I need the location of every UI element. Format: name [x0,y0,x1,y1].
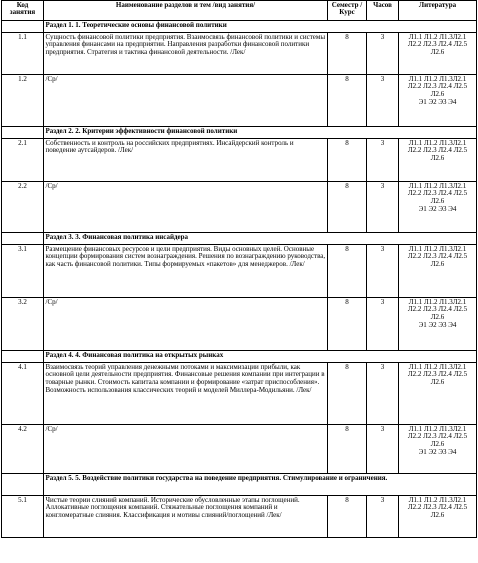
section-row [2,351,477,363]
row-literature: Л1.1 Л1.2 Л1.3Л2.1 Л2.2 Л2.3 Л2.4 Л2.5 Л2.6 [399,33,477,75]
section-title: Раздел 4. 4. Финансовая политика на открытых рынках [44,351,477,363]
section-title: Раздел 3. 3. Финансовая политика инсайдера [44,233,477,245]
row-semester: 8 [328,33,367,75]
curriculum-table [1,0,477,538]
row-semester: 8 [328,75,367,127]
section-row [2,474,477,496]
row-literature: Л1.1 Л1.2 Л1.3Л2.1 Л2.2 Л2.3 Л2.4 Л2.5 Л2.6 Э1 Э2 Э3 Э4 [399,298,477,351]
section-row [2,21,477,33]
table-row [2,245,477,298]
header-row [2,1,477,21]
row-hours: 3 [367,298,399,351]
row-text: /Ср/ [44,425,328,474]
header-hours: Часов [367,1,399,21]
row-code: 5.1 [2,496,44,538]
row-hours: 3 [367,363,399,425]
row-hours: 3 [367,245,399,298]
row-hours: 3 [367,139,399,182]
row-hours: 3 [367,425,399,474]
table-row [2,139,477,182]
row-code: 3.2 [2,298,44,351]
row-text: Чистые теории слияний компаний. Исторические обусловленные этапы поглощений. Аллокативные поглощения компаний. Стяжательные поглощения компаний и конгломератные слияния. Классификация и мотивы слияний/поглощений /Лек/ [44,496,328,538]
row-literature: Л1.1 Л1.2 Л1.3Л2.1 Л2.2 Л2.3 Л2.4 Л2.5 Л2.6 Э1 Э2 Э3 Э4 [399,182,477,233]
section-title: Раздел 2. 2. Критерии эффективности финансовой политики [44,127,477,139]
table-row [2,182,477,233]
row-code: 4.2 [2,425,44,474]
row-code: 1.2 [2,75,44,127]
table-row [2,496,477,538]
row-literature: Л1.1 Л1.2 Л1.3Л2.1 Л2.2 Л2.3 Л2.4 Л2.5 Л2.6 Э1 Э2 Э3 Э4 [399,425,477,474]
row-text: Собственность и контроль на российских предприятиях. Инсайдерский контроль и поведение аутсайдеров. /Лек/ [44,139,328,182]
table-row [2,33,477,75]
row-semester: 8 [328,139,367,182]
section-row [2,233,477,245]
row-hours: 3 [367,182,399,233]
row-hours: 3 [367,496,399,538]
table-row [2,425,477,474]
row-hours: 3 [367,75,399,127]
table-row [2,75,477,127]
header-semester: Семестр / Курс [328,1,367,21]
row-hours: 3 [367,33,399,75]
header-name: Наименование разделов и тем /вид занятия/ [44,1,328,21]
section-title: Раздел 5. 5. Воздействие политики государства на поведение предприятия. Стимулирование и ограничения. [44,474,477,496]
table-row [2,363,477,425]
row-text: /Ср/ [44,298,328,351]
row-code: 3.1 [2,245,44,298]
row-literature: Л1.1 Л1.2 Л1.3Л2.1 Л2.2 Л2.3 Л2.4 Л2.5 Л2.6 Э1 Э2 Э3 Э4 [399,75,477,127]
section-title: Раздел 1. 1. Теоретические основы финансовой политики [44,21,477,33]
row-text: Размещение финансовых ресурсов и цели предприятия. Виды основных целей. Основные концепции формирования систем вознаграждения. Решения по вознаграждению руководства, как часть финансовой политики. Типы формируемых «пакетов» для менеджеров. /Лек/ [44,245,328,298]
row-semester: 8 [328,425,367,474]
row-literature: Л1.1 Л1.2 Л1.3Л2.1 Л2.2 Л2.3 Л2.4 Л2.5 Л2.6 [399,363,477,425]
row-semester: 8 [328,245,367,298]
row-text: /Ср/ [44,75,328,127]
row-text: Сущность финансовой политики предприятия. Взаимосвязь финансовой политики и системы управления финансами на предприятии. Направления разработки финансовой политики предприятия. Стратегия и тактика финансовой деятельности. /Лек/ [44,33,328,75]
row-code: 4.1 [2,363,44,425]
header-code: Код занятия [2,1,44,21]
row-semester: 8 [328,496,367,538]
row-text: /Ср/ [44,182,328,233]
row-literature: Л1.1 Л1.2 Л1.3Л2.1 Л2.2 Л2.3 Л2.4 Л2.5 Л2.6 [399,496,477,538]
section-row [2,127,477,139]
header-literature: Литература [399,1,477,21]
row-semester: 8 [328,298,367,351]
row-text: Взаимосвязь теорий управления денежными потоками и максимизации прибыли, как основной цели деятельности предприятия. Финансовые решения компании при интеграции в товарные рынки. Стоимость капитала компании и формирование «затрат приспособления». Возможность использования классических теорий и моделей Миллера-Модильяни. /Лек/ [44,363,328,425]
row-code: 2.2 [2,182,44,233]
row-code: 2.1 [2,139,44,182]
row-code: 1.1 [2,33,44,75]
row-literature: Л1.1 Л1.2 Л1.3Л2.1 Л2.2 Л2.3 Л2.4 Л2.5 Л2.6 [399,245,477,298]
row-literature: Л1.1 Л1.2 Л1.3Л2.1 Л2.2 Л2.3 Л2.4 Л2.5 Л2.6 [399,139,477,182]
table-row [2,298,477,351]
row-semester: 8 [328,363,367,425]
row-semester: 8 [328,182,367,233]
